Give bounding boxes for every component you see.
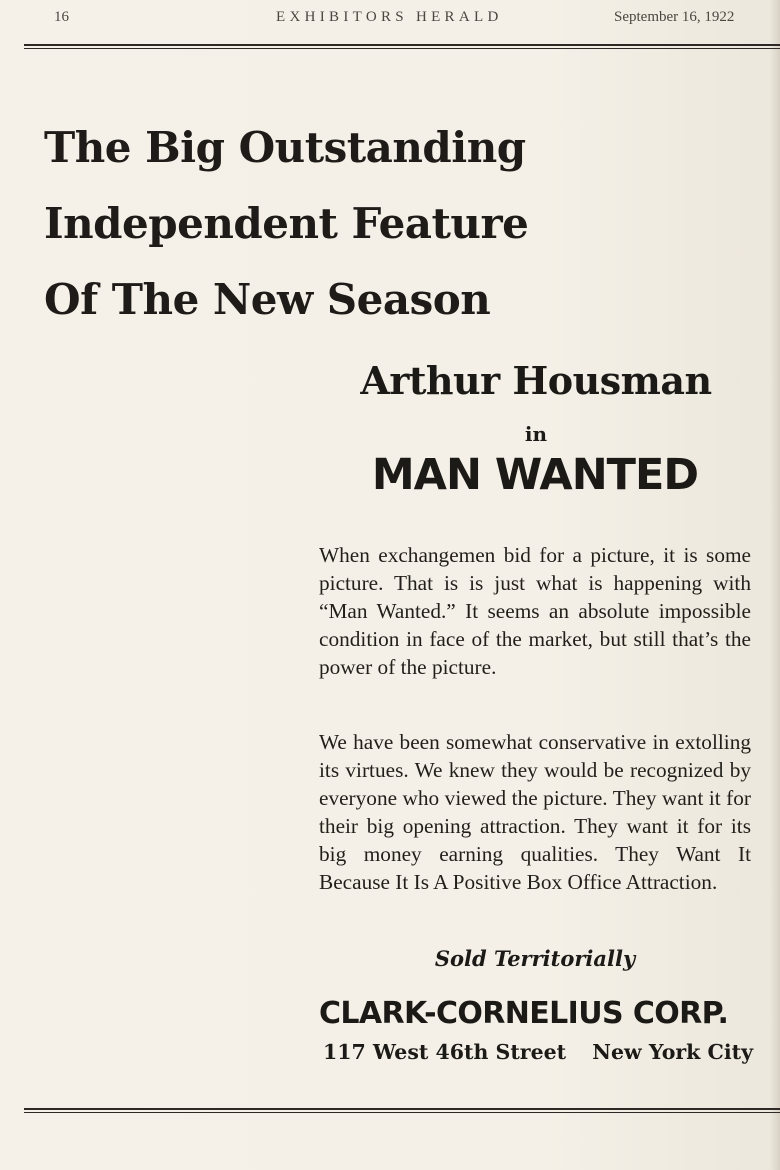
company-address bbox=[323, 1040, 753, 1064]
page-binding-shadow bbox=[770, 0, 780, 1170]
issue-date: September 16, 1922 bbox=[614, 9, 735, 25]
body-paragraph-2: We have been somewhat conservative in extolling its virtues. We knew they would be recognized by everyone who viewed the picture. They want it for their big opening attraction. They want it for its big money earning qualities. They Want It Because It Is A Positive Box Office Attraction. bbox=[319, 730, 751, 894]
headline-line-3: Of The New Season bbox=[44, 275, 491, 324]
header-rule bbox=[24, 44, 780, 49]
sales-note: Sold Territorially bbox=[434, 946, 636, 971]
ad-headline bbox=[44, 110, 529, 338]
star-name: Arthur Housman bbox=[360, 358, 712, 403]
film-title: MAN WANTED bbox=[371, 450, 699, 500]
page-number: 16 bbox=[54, 9, 69, 25]
headline-line-2: Independent Feature bbox=[44, 199, 529, 248]
company-city: New York City bbox=[592, 1040, 753, 1064]
headline-line-1: The Big Outstanding bbox=[44, 123, 526, 172]
masthead: EXHIBITORS HERALD bbox=[276, 9, 503, 25]
body-paragraph-1: When exchangemen bid for a picture, it is some picture. That is is just what is happening with “Man Wanted.” It seems an absolute impossible condition in face of the market, but still that’s the power of the picture. bbox=[319, 543, 751, 679]
company-street: 117 West 46th Street bbox=[323, 1040, 567, 1064]
footer-rule bbox=[24, 1108, 780, 1113]
page-header bbox=[0, 9, 780, 31]
conjunction: in bbox=[524, 422, 548, 446]
company-name: CLARK-CORNELIUS CORP. bbox=[319, 996, 729, 1031]
